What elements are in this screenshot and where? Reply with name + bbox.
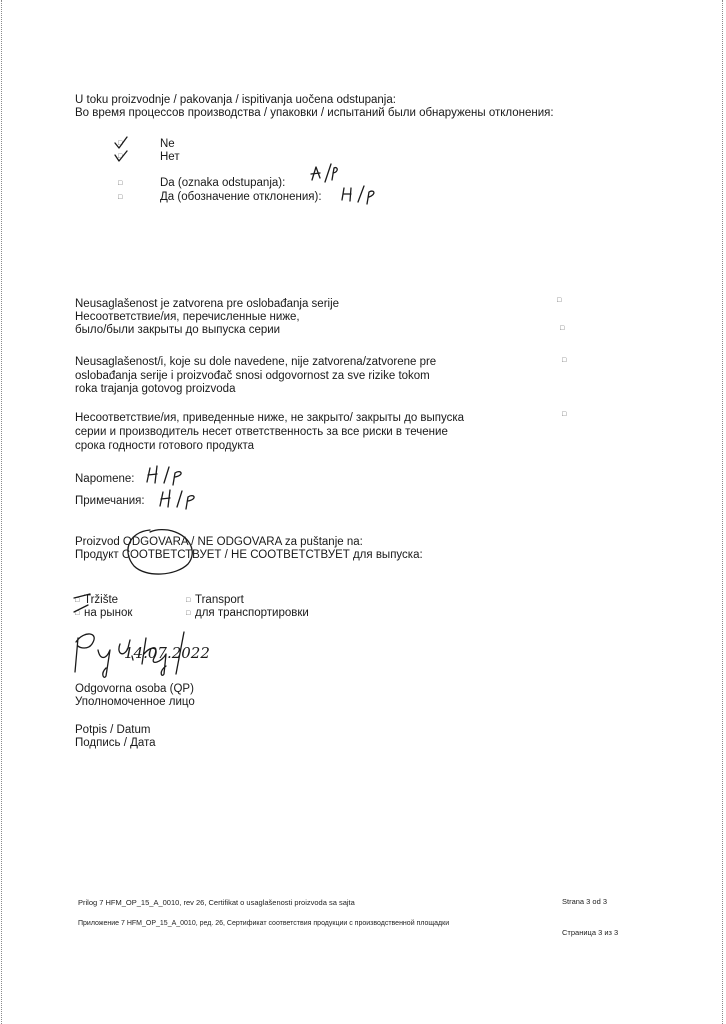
- signature-date-label-ru: Подпись / Дата: [75, 737, 156, 749]
- option-no-ru: Нет: [160, 151, 180, 163]
- footer-line-sr: Prilog 7 HFM_OP_15_A_0010, rev 26, Certifikat o usaglašenosti proizvoda sa sajta: [78, 898, 355, 907]
- option-yes-sr: Da (oznaka odstupanja):: [160, 177, 286, 189]
- open-ru-line2: серии и производитель несет ответственность за все риски в течение: [75, 426, 448, 438]
- market-ru: на рынок: [84, 607, 133, 619]
- deviation-question-sr: U toku proizvodnje / pakovanja / ispitivanja uočena odstupanja:: [75, 94, 396, 106]
- closed-ru-line2: было/были закрыты до выпуска серии: [75, 324, 281, 336]
- footer-page-sr: Strana 3 od 3: [562, 897, 608, 906]
- checkbox-market-ru-icon[interactable]: □: [75, 610, 80, 617]
- checkbox-closed-icon[interactable]: □: [557, 297, 562, 304]
- checkbox-no-ru-icon[interactable]: □: [118, 153, 123, 160]
- transport-ru: для транспортировки: [195, 607, 309, 619]
- market-sr: Tržište: [84, 594, 119, 606]
- checkbox-closed-ru-icon[interactable]: □: [560, 325, 565, 332]
- option-yes-ru: Да (обозначение отклонения):: [160, 191, 322, 203]
- notes-label-ru: Примечания:: [75, 495, 145, 507]
- signature-date-label-sr: Potpis / Datum: [75, 724, 151, 736]
- transport-sr: Transport: [195, 594, 244, 606]
- signature-date: 14.07.2022: [124, 644, 210, 662]
- handwritten-deviation-ru: [338, 184, 388, 206]
- checkbox-yes-ru-icon[interactable]: □: [118, 194, 123, 201]
- deviation-question-ru: Во время процессов производства / упаковки / испытаний были обнаружены отклонения:: [75, 107, 554, 119]
- checkbox-transport-icon[interactable]: □: [186, 597, 191, 604]
- checkbox-yes-icon[interactable]: □: [118, 180, 123, 187]
- checkbox-transport-ru-icon[interactable]: □: [186, 610, 191, 617]
- footer-line-ru: Приложение 7 HFM_OP_15_A_0010, ред. 26, Сертификат соответствия продукции с производственной площадки: [78, 920, 450, 927]
- check-mark-icon: [113, 135, 129, 165]
- checkbox-market-icon[interactable]: □: [75, 597, 80, 604]
- checkbox-open-icon[interactable]: □: [562, 357, 567, 364]
- closed-sr: Neusaglašenost je zatvorena pre oslobađanja serije: [75, 298, 340, 310]
- notes-label-sr: Napomene:: [75, 473, 135, 485]
- release-selection-circle: [120, 526, 198, 580]
- notes-handwritten-ru: [156, 486, 200, 512]
- responsible-person-sr: Odgovorna osoba (QP): [75, 683, 194, 695]
- responsible-person-ru: Уполномоченное лицо: [75, 696, 195, 708]
- option-no-sr: Ne: [160, 138, 175, 150]
- checkbox-open-ru-icon[interactable]: □: [562, 411, 567, 418]
- page-edge-right: [722, 0, 724, 1024]
- release-line-sr: Proizvod ODGOVARA / NE ODGOVARA za puštanje na:: [75, 536, 363, 548]
- open-sr-line3: roka trajanja gotovog proizvoda: [75, 383, 236, 395]
- notes-handwritten-sr: [143, 462, 189, 488]
- release-line-ru: Продукт СООТВЕТСТВУЕТ / НЕ СООТВЕТСТВУЕТ для выпуска:: [75, 549, 423, 561]
- page-edge-left: [1, 0, 3, 1024]
- open-sr-line2: oslobađanja serije i proizvođač snosi odgovornost za sve rizike tokom: [75, 370, 430, 382]
- footer-page-ru: Страница 3 из 3: [562, 928, 619, 937]
- open-sr-line1: Neusaglašenost/i, koje su dole navedene, nije zatvorena/zatvorene pre: [75, 356, 437, 368]
- open-ru-line1: Несоответствие/ия, приведенные ниже, не закрыто/ закрыты до выпуска: [75, 412, 465, 424]
- open-ru-line3: срока годности готового продукта: [75, 440, 255, 452]
- closed-ru-line1: Несоответствие/ия, перечисленные ниже,: [75, 311, 300, 323]
- handwritten-deviation-sr: [308, 162, 340, 186]
- market-handwritten-mark: [72, 590, 102, 622]
- checkbox-no-icon[interactable]: □: [118, 140, 123, 147]
